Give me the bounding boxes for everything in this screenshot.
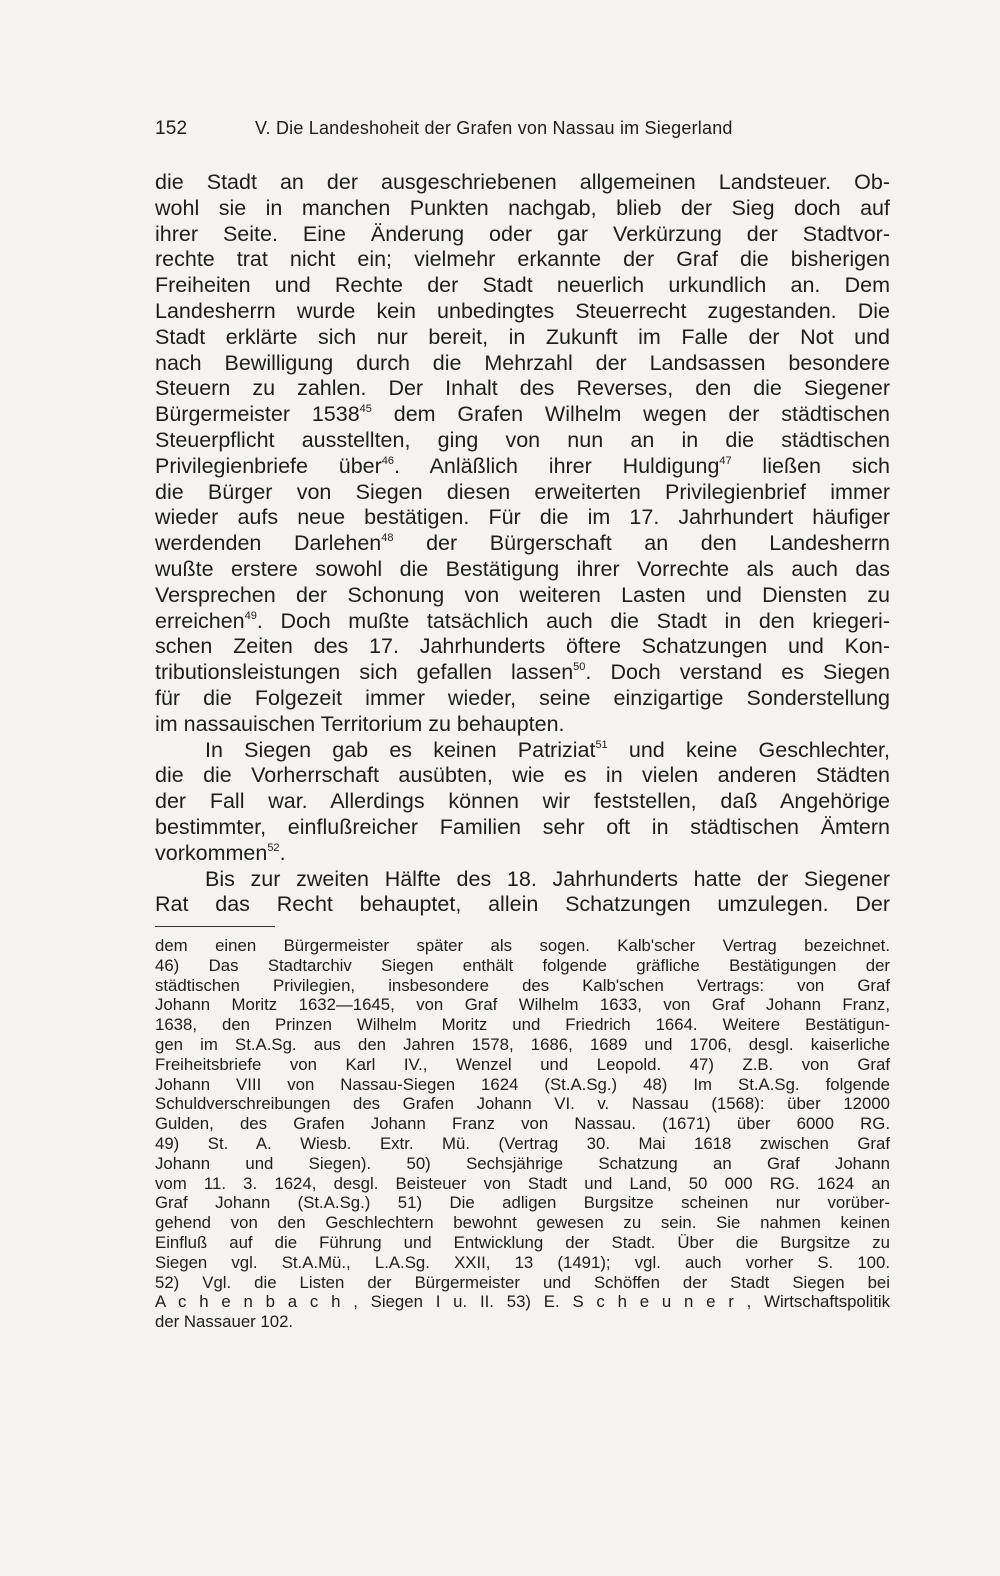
text-line: bestimmter, einflußreicher Familien sehr oft in städtischen Ämtern — [155, 814, 890, 839]
footnote-line: Einfluß auf die Führung und Entwicklung der Stadt. Über die Burgsitze zu — [155, 1232, 890, 1252]
footnote-line: Johann Moritz 1632—1645, von Graf Wilhelm 1633, von Graf Johann Franz, — [155, 995, 890, 1015]
text-line: die Bürger von Siegen diesen erweiterten Privilegienbrief immer — [155, 479, 890, 504]
running-title: V. Die Landeshoheit der Grafen von Nassau im Siegerland — [255, 118, 733, 138]
text-line: In Siegen gab es keinen Patriziat$^{51}$ und keine Geschlechter, — [205, 737, 890, 762]
footnote-line: Schuldverschreibungen des Grafen Johann VI. v. Nassau (1568): über 12000 — [155, 1094, 890, 1114]
footnote-line: gen im St.A.Sg. aus den Jahren 1578, 1686, 1689 und 1706, desgl. kaiserliche — [155, 1034, 890, 1054]
text-line: tributionsleistungen sich gefallen lassen$^{50}$. Doch verstand es Siegen — [155, 660, 890, 685]
text-line: Rat das Recht behauptet, allein Schatzungen umzulegen. Der — [155, 892, 890, 917]
text-line: im nassauischen Territorium zu behaupten. — [155, 711, 565, 736]
text-line: für die Folgezeit immer wieder, seine einzigartige Sonderstellung — [155, 685, 890, 710]
footnote-line: 52) Vgl. die Listen der Bürgermeister und Schöffen der Stadt Siegen bei — [155, 1272, 890, 1292]
footnote-line: der Nassauer 102. — [155, 1312, 294, 1332]
text-line: wohl sie in manchen Punkten nachgab, blieb der Sieg doch auf — [155, 195, 890, 220]
footnote-line: 1638, den Prinzen Wilhelm Moritz und Friedrich 1664. Weitere Bestätigun- — [155, 1015, 890, 1035]
text-line: Bürgermeister 1538$^{45}$ dem Grafen Wilhelm wegen der städtischen — [155, 402, 891, 427]
footnote-line: 46) Das Stadtarchiv Siegen enthält folgende gräfliche Bestätigungen der — [155, 955, 890, 975]
footnote-ref: 50 — [573, 661, 586, 674]
text-line: erreichen$^{49}$. Doch mußte tatsächlich auch die Stadt in den kriegeri- — [155, 608, 890, 633]
footnotes — [155, 936, 890, 1332]
text-line: schen Zeiten des 17. Jahrhunderts öftere Schatzungen und Kon- — [155, 634, 890, 659]
footnote-line: Freiheitsbriefe von Karl IV., Wenzel und Leopold. 47) Z.B. von Graf — [155, 1054, 890, 1074]
text-line: rechte trat nicht ein; vielmehr erkannte der Graf die bisherigen — [155, 247, 890, 272]
text-line: werdenden Darlehen$^{48}$ der Bürgerschaft an den Landesherrn — [155, 531, 890, 556]
main-text — [155, 170, 890, 918]
text-line: Versprechen der Schonung von weiteren Lasten und Diensten zu — [155, 582, 890, 607]
footnote-line: Gulden, des Grafen Johann Franz von Nassau. (1671) über 6000 RG. — [155, 1114, 890, 1134]
footnote-ref: 46 — [381, 454, 395, 467]
text-line: Landesherrn wurde kein unbedingtes Steuerrecht zugestanden. Die — [155, 298, 890, 323]
footnote-ref: 49 — [244, 609, 257, 622]
footnote-ref: 48 — [381, 532, 394, 545]
footnote-ref: 52 — [267, 841, 280, 854]
text-line: ihrer Seite. Eine Änderung oder gar Verkürzung der Stadtvor- — [155, 221, 890, 246]
text-line: wieder aufs neue bestätigen. Für die im 17. Jahrhundert häufiger — [155, 505, 890, 530]
page-number: 152 — [155, 118, 188, 139]
text-line: Privilegienbriefe über$^{46}$. Anläßlich ihrer Huldigung$^{47}$ ließen sich — [155, 453, 890, 478]
text-line: Steuern zu zahlen. Der Inhalt des Reverses, den die Siegener — [155, 376, 890, 401]
footnote-line: A c h e n b a c h , Siegen I u. II. 53) E. S c h e u n e r , Wirtschaftspolitik — [155, 1292, 890, 1312]
footnote-line: Johann und Siegen). 50) Sechsjährige Schatzung an Graf Johann — [155, 1153, 890, 1173]
text-line: wußte erstere sowohl die Bestätigung ihrer Vorrechte als auch das — [155, 556, 890, 581]
footnote-line: vom 11. 3. 1624, desgl. Beisteuer von Stadt und Land, 50 000 RG. 1624 an — [155, 1173, 890, 1193]
text-line: nach Bewilligung durch die Mehrzahl der Landsassen besondere — [155, 350, 890, 375]
text-line: Steuerpflicht ausstellten, ging von nun an in die städtischen — [155, 427, 890, 452]
text-line: vorkommen$^{52}$. — [155, 840, 286, 865]
footnote-line: Siegen vgl. St.A.Mü., L.A.Sg. XXII, 13 (1491); vgl. auch vorher S. 100. — [155, 1252, 890, 1272]
footnote-line: Johann VIII von Nassau-Siegen 1624 (St.A.Sg.) 48) Im St.A.Sg. folgende — [155, 1074, 890, 1094]
text-line: die die Vorherrschaft ausübten, wie es in vielen anderen Städten — [155, 763, 890, 788]
footnote-ref: 47 — [719, 454, 732, 467]
footnote-line: gehend von den Geschlechtern bewohnt gewesen zu sein. Sie nahmen keinen — [155, 1213, 890, 1233]
footnote-divider — [155, 926, 275, 927]
text-line: der Fall war. Allerdings können wir feststellen, daß Angehörige — [155, 789, 890, 814]
footnote-line: dem einen Bürgermeister später als sogen. Kalb'scher Vertrag bezeichnet. — [155, 936, 890, 955]
footnote-line: 49) St. A. Wiesb. Extr. Mü. (Vertrag 30. Mai 1618 zwischen Graf — [155, 1133, 890, 1153]
running-header — [155, 118, 890, 140]
footnote-ref: 51 — [595, 738, 608, 751]
text-line: Stadt erklärte sich nur bereit, in Zukunft im Falle der Not und — [155, 324, 890, 349]
footnote-ref: 45 — [359, 403, 372, 416]
footnote-line: städtischen Privilegien, insbesondere des Kalb'schen Vertrags: von Graf — [155, 975, 890, 995]
text-line: Freiheiten und Rechte der Stadt neuerlich urkundlich an. Dem — [155, 273, 890, 298]
footnote-line: Graf Johann (St.A.Sg.) 51) Die adligen Burgsitze scheinen nur vorüber- — [155, 1193, 890, 1213]
text-line: die Stadt an der ausgeschriebenen allgemeinen Landsteuer. Ob- — [155, 170, 890, 194]
text-line: Bis zur zweiten Hälfte des 18. Jahrhunderts hatte der Siegener — [205, 866, 890, 891]
